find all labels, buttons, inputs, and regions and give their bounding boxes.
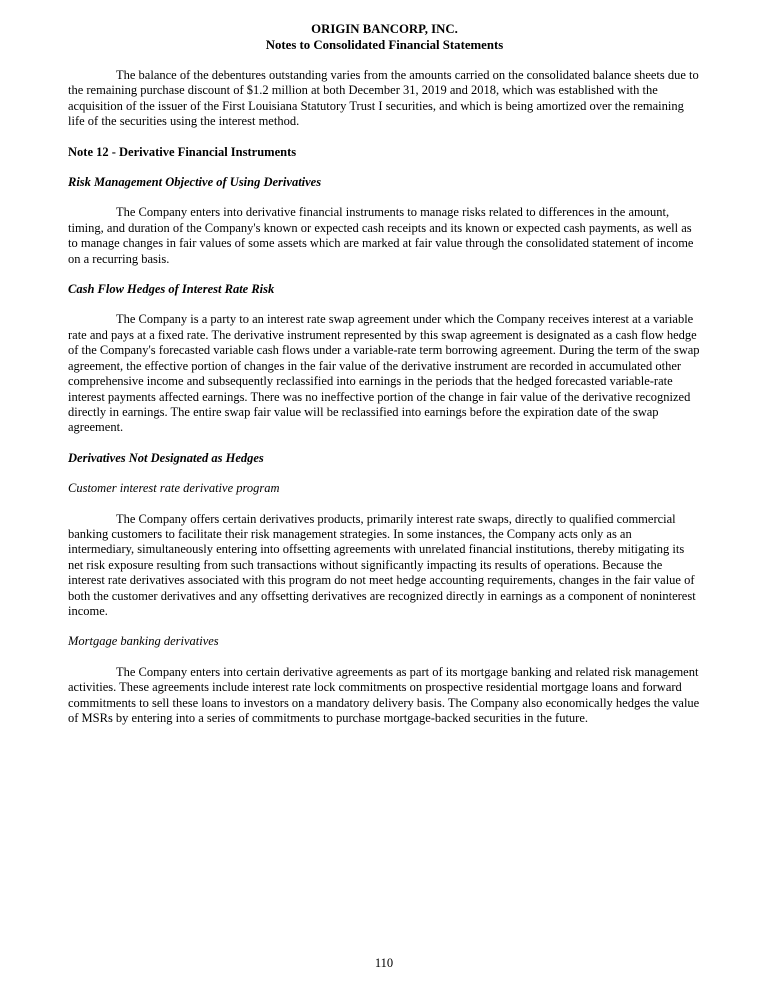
heading-customer-interest-rate-program: Customer interest rate derivative program — [68, 481, 280, 496]
heading-risk-management: Risk Management Objective of Using Derivatives — [68, 175, 322, 190]
company-title: ORIGIN BANCORP, INC. — [311, 22, 458, 36]
paragraph-customer-derivatives: The Company offers certain derivatives products, primarily interest rate swaps, directly to qualified commercial banking customers to facilitate their risk management strategies. In some instances, the Company acts only as an intermediary, simultaneously entering into offsetting agreements with unrelated financial institutions, thereby mitigating its net risk exposure resulting from such transactions without significantly impacting its results of operations. Because the interest rate derivatives associated with this program do not meet hedge accounting requirements, changes in the fair value of both the customer derivatives and any offsetting derivatives are recognized directly in earnings as a component of noninterest income. — [68, 511, 696, 618]
heading-mortgage-banking-derivatives: Mortgage banking derivatives — [68, 634, 219, 649]
paragraph-cash-flow-hedges: The Company is a party to an interest rate swap agreement under which the Company receives interest at a variable rate and pays at a fixed rate. The derivative instrument represented by this swap agreement is designated as a cash flow hedge of the Company's forecasted variable cash flows under a variable-rate term borrowing agreement. During the term of the swap agreement, the effective portion of changes in the fair value of the derivative instrument are recorded in accumulated other comprehensive income and subsequently reclassified into earnings in the periods that the hedged forecasted variable-rate interest payments affected earnings. There was no ineffective portion of the change in fair value of the derivative recognized directly in earnings. The entire swap fair value will be reclassified into earnings before the expiration date of the swap agreement. — [68, 312, 700, 435]
document-subtitle: Notes to Consolidated Financial Statements — [265, 38, 504, 52]
paragraph-mortgage-banking: The Company enters into certain derivative agreements as part of its mortgage banking and related risk management activities. These agreements include interest rate lock commitments on prospective residential mortgage loans and forward commitments to sell these loans to investors on a mandatory delivery basis. The Company also economically hedges the value of MSRs by entering into a series of commitments to purchase mortgage-backed securities in the future. — [68, 664, 700, 725]
heading-note-12: Note 12 - Derivative Financial Instruments — [68, 144, 297, 159]
heading-cash-flow-hedges: Cash Flow Hedges of Interest Rate Risk — [68, 282, 275, 297]
paragraph-debentures: The balance of the debentures outstanding varies from the amounts carried on the consolidated balance sheets due to the remaining purchase discount of $1.2 million at both December 31, 2019 and 2018, which was established with the acquisition of the issuer of the First Louisiana Statutory Trust I securities, and which is being amortized over the remaining life of the securities using the interest method. — [68, 68, 699, 129]
heading-derivatives-not-designated: Derivatives Not Designated as Hedges — [68, 450, 264, 465]
page-number: 110 — [374, 955, 394, 970]
paragraph-risk-management: The Company enters into derivative financial instruments to manage risks related to differences in the amount, timing, and duration of the Company's known or expected cash receipts and its known or expected cash payments, as well as to manage changes in fair values of some assets which are marked at fair value through the consolidated statement of income on a recurring basis. — [68, 205, 694, 266]
